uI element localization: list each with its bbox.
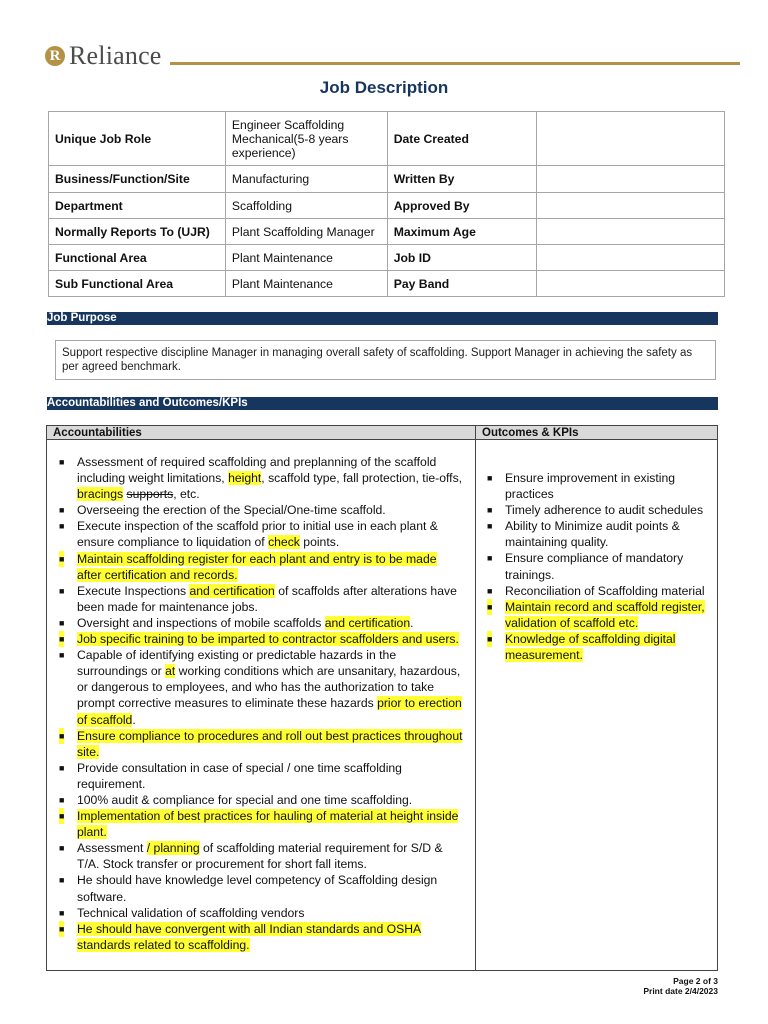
item-text: . xyxy=(410,615,414,630)
bullet-icon: ■ xyxy=(59,551,64,567)
list-item xyxy=(481,583,713,599)
highlighted-text: Maintain scaffolding register for each plant and entry is to be made after certification and records. xyxy=(77,551,437,582)
info-value: Plant Scaffolding Manager xyxy=(225,219,387,245)
list-item xyxy=(53,840,463,872)
item-text: Capable of identifying existing or predictable hazards in the surroundings or xyxy=(77,648,397,679)
list-item xyxy=(53,551,463,583)
info-label: Maximum Age xyxy=(387,219,537,245)
list-item xyxy=(53,872,463,904)
info-row xyxy=(49,112,725,166)
bullet-icon: ■ xyxy=(59,631,64,647)
item-text: Oversight and inspections of mobile scaffolds xyxy=(77,615,325,630)
info-row xyxy=(49,166,725,193)
item-text: Ensure improvement in existing practices xyxy=(505,471,676,502)
bullet-icon: ■ xyxy=(487,505,493,516)
list-item xyxy=(53,647,463,727)
outcomes-list xyxy=(481,470,713,663)
bullet-icon: ■ xyxy=(59,921,64,937)
highlighted-text: Knowledge of scaffolding digital measurement. xyxy=(505,631,676,663)
list-item xyxy=(481,631,713,663)
highlighted-text: height xyxy=(228,471,262,486)
document-title: Job Description xyxy=(319,78,449,97)
item-text: 100% audit & compliance for special and one time scaffolding. xyxy=(77,792,413,807)
item-text: Execute Inspections xyxy=(77,583,190,598)
info-row xyxy=(49,219,725,245)
highlighted-text: at xyxy=(165,664,176,679)
list-item xyxy=(481,550,713,582)
reliance-logo-icon: R xyxy=(45,46,65,66)
bullet-icon: ■ xyxy=(59,875,65,886)
page-number: Page 2 of 3 xyxy=(673,976,718,986)
item-text: , etc. xyxy=(173,487,200,502)
list-item xyxy=(53,583,463,615)
bullet-icon: ■ xyxy=(59,762,65,773)
info-label: Written By xyxy=(387,166,537,193)
item-text: Ability to Minimize audit points & maintaining quality. xyxy=(505,519,680,550)
highlighted-text: bracings xyxy=(77,487,124,502)
list-item xyxy=(53,728,463,760)
item-text: Overseeing the erection of the Special/One-time scaffold. xyxy=(77,503,386,518)
list-item xyxy=(53,502,463,518)
highlighted-text: He should have convergent with all Indian standards and OSHA standards related to scaffolding. xyxy=(77,921,422,952)
struck-text: supports xyxy=(126,487,174,502)
info-value: Scaffolding xyxy=(225,193,387,219)
bullet-icon: ■ xyxy=(487,553,493,564)
item-text: working conditions which are unsanitary, hazardous, or dangerous to employees, and who has the authorization to take prompt corrective measures to eliminate these hazards xyxy=(77,664,461,711)
highlighted-text: prior to erection of scaffold xyxy=(77,696,462,727)
reliance-logo xyxy=(45,42,162,70)
info-label: Pay Band xyxy=(387,271,537,297)
info-value: Engineer Scaffolding Mechanical(5-8 years experience) xyxy=(225,112,387,166)
list-item xyxy=(481,470,713,502)
bullet-icon: ■ xyxy=(59,843,65,854)
highlighted-text: Maintain record and scaffold register, validation of scaffold etc. xyxy=(505,599,705,630)
column-divider xyxy=(475,426,476,970)
accountabilities-list xyxy=(53,454,463,953)
highlighted-text: / planning xyxy=(146,841,200,856)
highlighted-text: and certification xyxy=(324,615,411,630)
bullet-icon: ■ xyxy=(59,794,65,805)
info-value xyxy=(537,245,725,271)
item-text: He should have knowledge level competency of Scaffolding design software. xyxy=(77,873,438,904)
info-label: Business/Function/Site xyxy=(49,166,226,193)
bullet-icon: ■ xyxy=(487,631,492,647)
bullet-icon: ■ xyxy=(487,473,493,483)
header-rule xyxy=(170,62,740,65)
list-item xyxy=(53,808,463,840)
list-item xyxy=(53,905,463,921)
accountabilities-column-header: Accountabilities xyxy=(47,426,476,440)
info-value xyxy=(537,112,725,166)
item-text: Reconciliation of Scaffolding material xyxy=(505,583,705,598)
bullet-icon: ■ xyxy=(59,457,65,467)
page-footer xyxy=(643,976,718,996)
bullet-icon: ■ xyxy=(487,599,492,615)
bullet-icon: ■ xyxy=(59,617,65,628)
list-item xyxy=(53,792,463,808)
job-info-table xyxy=(48,111,725,297)
outcomes-column-header: Outcomes & KPIs xyxy=(476,426,717,440)
info-label: Department xyxy=(49,193,226,219)
item-text: Execute inspection of the scaffold prior to initial use in each plant & ensure compliance to liquidation of xyxy=(77,519,438,550)
info-value xyxy=(537,166,725,193)
job-purpose-text: Support respective discipline Manager in managing overall safety of scaffolding. Support Manager in achieving the safety as per agreed benchmark. xyxy=(55,340,716,380)
list-item xyxy=(481,518,713,550)
highlighted-text: Job specific training to be imparted to contractor scaffolders xyxy=(77,632,402,647)
bullet-icon: ■ xyxy=(59,521,65,532)
logo-text: Reliance xyxy=(69,41,162,70)
info-label: Date Created xyxy=(387,112,537,166)
item-text: of scaffolds after alterations have been made for maintenance jobs. xyxy=(77,583,457,614)
bullet-icon: ■ xyxy=(59,650,65,661)
item-text: Provide consultation in case of special / one time scaffolding requirement. xyxy=(77,760,402,791)
item-text: Technical validation of scaffolding vendors xyxy=(77,905,305,920)
highlighted-text: and users. xyxy=(401,632,459,647)
info-label: Approved By xyxy=(387,193,537,219)
list-item xyxy=(53,760,463,792)
bullet-icon: ■ xyxy=(59,585,65,596)
bullet-icon: ■ xyxy=(487,585,493,596)
highlighted-text: Implementation of best practices for hauling of material at height inside plant. xyxy=(77,809,459,840)
info-value: Plant Maintenance xyxy=(225,271,387,297)
info-label: Sub Functional Area xyxy=(49,271,226,297)
bullet-icon: ■ xyxy=(59,505,65,516)
item-text: of scaffolding material requirement for S/D & T/A. Stock transfer or procurement for short fall items. xyxy=(77,841,443,872)
info-label: Job ID xyxy=(387,245,537,271)
job-purpose-heading: Job Purpose xyxy=(47,312,718,325)
list-item xyxy=(53,921,463,953)
info-value: Manufacturing xyxy=(225,166,387,193)
info-row xyxy=(49,193,725,219)
info-value xyxy=(537,271,725,297)
list-item xyxy=(53,454,463,502)
list-item xyxy=(481,502,713,518)
list-item xyxy=(53,615,463,631)
bullet-icon: ■ xyxy=(59,907,65,918)
highlighted-text: check xyxy=(268,535,300,550)
print-date: Print date 2/4/2023 xyxy=(643,986,718,996)
item-text: points. xyxy=(299,535,340,550)
accountabilities-table xyxy=(46,425,718,971)
highlighted-text: Ensure compliance to procedures and roll out best practices throughout site. xyxy=(77,728,463,759)
info-label: Unique Job Role xyxy=(49,112,226,166)
bullet-icon: ■ xyxy=(59,808,64,824)
info-value xyxy=(537,219,725,245)
info-label: Functional Area xyxy=(49,245,226,271)
highlighted-text: and certification xyxy=(189,583,275,598)
item-text: Ensure compliance of mandatory trainings. xyxy=(505,551,684,582)
list-item xyxy=(53,631,463,647)
info-value: Plant Maintenance xyxy=(225,245,387,271)
item-text: , scaffold type, fall protection, tie-offs, xyxy=(261,471,463,486)
item-text: . xyxy=(132,712,136,727)
list-item xyxy=(481,599,713,631)
info-label: Normally Reports To (UJR) xyxy=(49,219,226,245)
item-text: Assessment xyxy=(77,841,147,856)
bullet-icon: ■ xyxy=(487,521,493,532)
info-row xyxy=(49,271,725,297)
item-text: Timely adherence to audit schedules xyxy=(505,503,704,518)
item-text: Assessment of required scaffolding and preplanning of the scaffold including weight limitations, xyxy=(77,455,437,486)
info-row xyxy=(49,245,725,271)
info-value xyxy=(537,193,725,219)
list-item xyxy=(53,518,463,550)
bullet-icon: ■ xyxy=(59,728,64,744)
accountabilities-heading: Accountabilities and Outcomes/KPIs xyxy=(47,397,718,410)
